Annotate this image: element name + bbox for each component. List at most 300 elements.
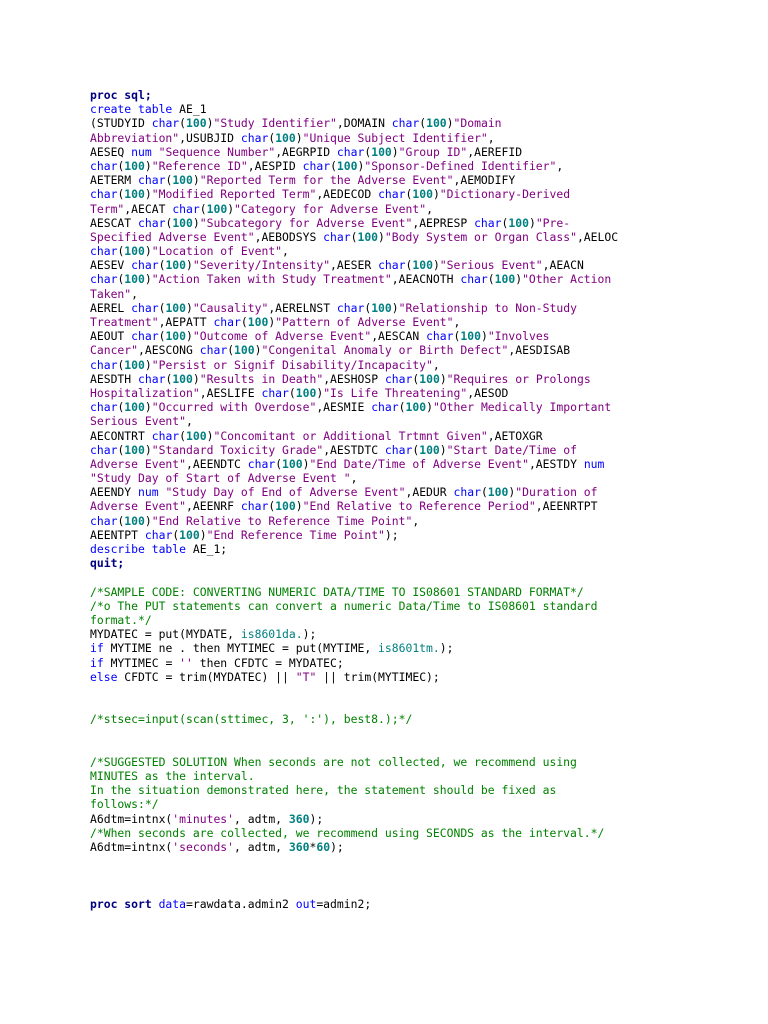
code-line — [90, 556, 740, 570]
code-token: "Body System or Organ Class" — [384, 229, 577, 244]
code-token: "Start Date/Time of — [446, 442, 577, 457]
code-token: ,AEACNOTH — [391, 272, 461, 287]
code-token: , — [282, 244, 289, 259]
code-token: char — [460, 272, 488, 287]
code-token: char — [90, 187, 118, 202]
code-token: char — [90, 244, 118, 259]
code-token: ( — [364, 300, 372, 315]
code-token: ); — [330, 839, 344, 854]
code-token: ) — [357, 158, 365, 173]
blank-line — [90, 698, 740, 712]
code-token: Serious Event" — [90, 414, 187, 429]
code-token: ) — [192, 215, 200, 230]
code-token: follows:*/ — [90, 797, 159, 812]
code-token: AEENTPT — [90, 527, 145, 542]
code-token: , — [412, 513, 420, 528]
code-token: ( — [158, 300, 166, 315]
code-token: ,AESLIFE — [199, 385, 262, 400]
code-token: ) — [446, 116, 454, 131]
code-token: ( — [275, 456, 283, 471]
code-token: char — [90, 442, 118, 457]
code-token: char — [144, 527, 173, 542]
code-token: "Study Identifier" — [213, 116, 337, 131]
code-token: ,AESTDTC — [323, 442, 385, 457]
code-token: ,AEREFID — [467, 144, 523, 159]
code-token: ( — [199, 201, 207, 216]
code-token: /*SUGGESTED SOLUTION When seconds are not collected, we recommend using — [90, 754, 577, 769]
code-token: Adverse Event" — [90, 499, 187, 514]
code-token: MINUTES as the interval. — [90, 769, 255, 783]
code-token: ( — [268, 499, 276, 514]
code-token: /*SAMPLE CODE: CONVERTING NUMERIC DATA/TIME TO IS08601 STANDARD FORMAT*/ — [90, 584, 584, 599]
code-token: else — [90, 669, 118, 684]
code-token: MYDATEC = put(MYDATE, — [90, 627, 241, 642]
code-token: AESCAT — [90, 215, 139, 230]
code-token: ) — [295, 499, 303, 514]
code-line — [90, 187, 740, 201]
code-token: Taken" — [90, 286, 132, 301]
code-token: proc sql; — [90, 88, 152, 102]
code-line — [90, 202, 740, 216]
code-token: 100 — [508, 215, 529, 230]
code-line — [90, 897, 740, 911]
code-token: char — [240, 130, 269, 145]
code-token: char — [90, 158, 118, 173]
code-token: "Relationship to Non-Study — [398, 300, 577, 315]
code-token: ( — [480, 485, 488, 500]
code-token: "Reference ID" — [151, 158, 248, 173]
code-token: 100 — [460, 329, 481, 344]
code-token: ,AEDUR — [405, 485, 454, 500]
code-line — [90, 613, 740, 627]
code-token: char — [151, 428, 180, 443]
code-token: then CFDTC = MYDATEC; — [192, 655, 344, 670]
code-line — [90, 471, 740, 485]
code-token: ) — [378, 229, 385, 244]
code-token: ) — [227, 201, 235, 216]
code-token: quit; — [90, 556, 125, 571]
code-token: "Sequence Number" — [158, 144, 276, 159]
blank-line — [90, 854, 740, 868]
code-line — [90, 301, 740, 315]
sas-code-listing — [90, 88, 740, 911]
code-token: "Modified Reported Term" — [151, 187, 317, 202]
code-token: char — [261, 385, 289, 400]
code-token: , — [556, 158, 564, 173]
code-token: "Involves — [487, 329, 550, 344]
code-token: ) — [206, 428, 214, 443]
code-token: data — [158, 896, 187, 911]
code-line — [90, 343, 740, 357]
code-token: char — [302, 158, 331, 173]
code-token: * — [309, 839, 317, 854]
code-token: 100 — [179, 527, 200, 542]
code-token: ) — [439, 442, 447, 457]
code-token: ( — [117, 442, 125, 457]
code-line — [90, 230, 740, 244]
code-token: ) — [391, 144, 399, 159]
code-token: "End Date/Time of Adverse Event" — [309, 456, 529, 471]
code-line — [90, 131, 740, 145]
code-token: ) — [144, 442, 152, 457]
code-line — [90, 840, 740, 854]
code-token: char — [138, 215, 166, 230]
code-token: ,AEPRESP — [412, 215, 475, 230]
code-token: CFDTC = trim(MYDATEC) || — [117, 669, 296, 684]
code-token: 100 — [124, 357, 145, 372]
code-token: ( — [117, 357, 125, 372]
code-token: ( — [419, 116, 427, 131]
code-token: 100 — [172, 215, 193, 230]
code-token: ) — [144, 400, 152, 415]
code-line — [90, 216, 740, 230]
code-token: 100 — [124, 400, 145, 415]
code-token: "Dictionary-Derived — [439, 187, 571, 202]
code-token: Treatment" — [90, 315, 159, 329]
code-line — [90, 258, 740, 272]
code-token: "End Relative to Reference Time Point" — [151, 513, 413, 528]
code-token: ) — [480, 329, 488, 344]
code-token: format.*/ — [90, 612, 152, 627]
code-token: ) — [426, 400, 433, 415]
code-token: ) — [254, 343, 262, 358]
code-token: "Serious Event" — [439, 258, 543, 273]
code-line — [90, 386, 740, 400]
code-token: if — [90, 641, 104, 656]
code-token: "Subcategory for Adverse Event" — [199, 215, 413, 230]
code-token: num — [131, 144, 152, 159]
code-token: ,AEMODIFY — [453, 173, 516, 188]
code-line — [90, 358, 740, 372]
code-token: char — [151, 116, 180, 131]
code-token: 100 — [247, 315, 269, 329]
blank-line — [90, 883, 740, 897]
code-token: MYTIMEC = — [103, 655, 180, 670]
code-token: char — [90, 357, 118, 372]
code-token: ( — [158, 329, 166, 344]
code-token: ); — [302, 627, 317, 642]
code-line — [90, 244, 740, 258]
code-line — [90, 812, 740, 826]
code-token: ,AESOD — [467, 385, 509, 400]
code-token: char — [336, 144, 365, 159]
code-line — [90, 173, 740, 187]
code-token: describe table — [90, 542, 193, 556]
code-token: "Location of Event" — [151, 244, 283, 259]
code-token: ) — [192, 371, 200, 386]
code-line — [90, 372, 740, 386]
code-token: 100 — [124, 513, 145, 528]
code-token: , — [131, 286, 139, 301]
code-token: "Other Medically Important — [432, 400, 612, 415]
code-line — [90, 528, 740, 542]
code-token: 100 — [124, 272, 145, 287]
code-token: /*When seconds are collected, we recommend using SECONDS as the interval.*/ — [90, 825, 605, 840]
code-token: ,AESDISAB — [508, 343, 571, 358]
code-line — [90, 102, 740, 116]
code-token: ) — [432, 187, 440, 202]
code-token: ) — [144, 187, 152, 202]
code-token: char — [453, 485, 481, 500]
code-token: AESEQ — [90, 144, 132, 159]
code-line — [90, 145, 740, 159]
code-token: ) — [391, 300, 399, 315]
code-token: ( — [350, 229, 358, 244]
code-token: ) — [144, 513, 152, 528]
code-token: 100 — [124, 244, 145, 259]
code-token: ,AEBODSYS — [254, 229, 324, 244]
code-token: char — [384, 371, 413, 386]
code-token: Abbreviation" — [90, 130, 180, 145]
code-token: char — [391, 116, 420, 131]
code-token: 100 — [275, 130, 296, 145]
code-line — [90, 656, 740, 670]
code-token: 100 — [124, 187, 145, 202]
code-token: ); — [439, 641, 454, 656]
code-token: ,AEACN — [542, 258, 584, 273]
blank-line — [90, 570, 740, 584]
code-token: ) — [186, 300, 193, 315]
code-line — [90, 400, 740, 414]
code-line — [90, 712, 740, 726]
code-token: char — [131, 300, 159, 315]
code-token: AECONTRT — [90, 428, 152, 443]
code-token: "Duration of — [515, 485, 598, 500]
code-token: ( — [501, 215, 509, 230]
code-token: "Occurred with Overdose" — [151, 400, 317, 415]
code-token: "Domain — [453, 116, 502, 131]
code-token: char — [426, 329, 454, 344]
code-line — [90, 457, 740, 471]
code-token: "Reported Term for the Adverse Event" — [199, 173, 454, 188]
code-token: ( — [165, 215, 173, 230]
code-line — [90, 429, 740, 443]
code-token: AEENDY — [90, 485, 139, 500]
code-line — [90, 443, 740, 457]
code-token: 360 — [288, 811, 310, 826]
code-token: , adtm, — [234, 839, 289, 854]
code-token: "Pattern of Adverse Event" — [275, 315, 454, 329]
code-line — [90, 88, 740, 102]
code-token: /*stsec=input(scan(sttimec, 3, ':'), best8.);*/ — [90, 712, 413, 727]
blank-line — [90, 684, 740, 698]
code-line — [90, 116, 740, 130]
code-token: char — [378, 258, 406, 273]
code-token: '' — [179, 655, 193, 670]
code-token: ) — [316, 385, 324, 400]
code-token: 100 — [186, 116, 207, 131]
code-token: AE_1; — [192, 542, 228, 556]
code-token: create table — [90, 102, 180, 117]
code-token: "Severity/Intensity" — [192, 258, 331, 273]
code-token — [152, 145, 159, 159]
code-token: "T" — [295, 669, 317, 684]
code-token: 100 — [165, 300, 187, 315]
code-token: AETERM — [90, 173, 139, 188]
code-token: 100 — [494, 272, 516, 287]
code-line — [90, 641, 740, 655]
code-token: char — [131, 258, 159, 273]
code-token: "End Relative to Reference Period" — [302, 499, 536, 514]
code-token: AESDTH — [90, 371, 139, 386]
code-token: ) — [144, 272, 152, 287]
code-token: ( — [412, 442, 420, 457]
code-token: "End Reference Time Point" — [206, 527, 385, 542]
code-token: "Causality" — [192, 300, 269, 315]
code-line — [90, 287, 740, 301]
code-token: is8601tm. — [378, 641, 440, 656]
code-token: In the situation demonstrated here, the statement should be fixed as — [90, 783, 557, 798]
code-token: proc sort — [90, 896, 159, 911]
code-token: ( — [117, 244, 125, 259]
code-token: ) — [192, 173, 200, 188]
blank-line — [90, 726, 740, 740]
code-token: ( — [288, 385, 296, 400]
code-token: ,AETOXGR — [487, 428, 543, 443]
code-line — [90, 627, 740, 641]
code-token: char — [474, 215, 502, 230]
code-token: Specified Adverse Event" — [90, 229, 255, 244]
code-token: "Study Day of End of Adverse Event" — [165, 485, 406, 500]
code-token: ( — [117, 187, 125, 202]
code-token: ,AEENDTC — [186, 456, 248, 471]
code-token: 60 — [316, 839, 331, 854]
code-token: =rawdata.admin2 — [186, 896, 296, 911]
code-token: 100 — [487, 485, 509, 500]
code-line — [90, 159, 740, 173]
code-token: char — [213, 315, 241, 329]
code-token: ) — [199, 527, 207, 542]
code-token: A6dtm=intnx( — [90, 811, 173, 826]
code-token: 100 — [357, 229, 379, 244]
code-token: ( — [240, 315, 248, 329]
code-token: ( — [398, 400, 406, 415]
code-token: MYTIME ne . then MYTIMEC = put(MYTIME, — [103, 641, 379, 656]
code-token: ,AEENRF — [186, 499, 241, 514]
code-token: ( — [117, 272, 125, 287]
code-line — [90, 769, 740, 783]
code-token: 100 — [186, 428, 207, 443]
code-token: ) — [206, 116, 214, 131]
code-token: "Congenital Anomaly or Birth Defect" — [261, 343, 509, 358]
code-token: ( — [165, 371, 173, 386]
code-token: "Action Taken with Study Treatment" — [151, 272, 392, 287]
code-token: ,AEPATT — [158, 315, 214, 329]
code-token: ,DOMAIN — [336, 116, 392, 131]
code-token: , — [453, 315, 461, 329]
code-token: 100 — [124, 158, 145, 173]
code-token: 100 — [371, 144, 392, 159]
code-token: Adverse Event" — [90, 456, 187, 471]
code-token: Term" — [90, 201, 125, 216]
code-token: ) — [295, 130, 303, 145]
code-token: ( — [172, 527, 180, 542]
code-token: ( — [117, 400, 125, 415]
code-token: "Concomitant or Additional Trtmnt Given" — [213, 428, 488, 443]
code-token: char — [90, 272, 118, 287]
code-token: 100 — [412, 187, 433, 202]
code-token: ) — [144, 158, 152, 173]
code-token: char — [199, 343, 228, 358]
code-token: "Study Day of Start of Adverse Event " — [90, 471, 351, 486]
code-token: ) — [144, 357, 152, 372]
code-token: AESEV — [90, 258, 132, 273]
code-token: ); — [309, 811, 324, 826]
code-token: ( — [364, 144, 372, 159]
code-token: 100 — [124, 442, 145, 457]
code-line — [90, 670, 740, 684]
code-token: char — [138, 371, 166, 386]
code-token: 100 — [206, 201, 228, 216]
code-token: , — [186, 414, 193, 429]
code-token: ( — [158, 258, 166, 273]
code-token: ( — [227, 343, 235, 358]
code-line — [90, 585, 740, 599]
code-token: char — [247, 456, 276, 471]
code-token: ) — [508, 485, 516, 500]
code-token: ( — [487, 272, 495, 287]
blank-line — [90, 868, 740, 882]
code-token: "Results in Death" — [199, 371, 324, 386]
code-token: 100 — [426, 116, 447, 131]
code-token: =admin2; — [316, 896, 372, 911]
code-line — [90, 414, 740, 428]
code-token: , — [350, 471, 358, 486]
code-token: ,AEDECOD — [316, 187, 379, 202]
code-token: ,AESCONG — [138, 343, 200, 358]
code-line — [90, 485, 740, 499]
code-token: ,AERELNST — [268, 300, 337, 315]
blank-line — [90, 741, 740, 755]
code-token: ) — [268, 315, 276, 329]
code-token: char — [138, 173, 166, 188]
code-token: AEOUT — [90, 329, 132, 344]
code-token: "Unique Subject Identifier" — [302, 130, 488, 145]
code-token: ( — [117, 158, 125, 173]
code-token: 100 — [172, 173, 193, 188]
code-token: char — [336, 300, 365, 315]
code-line — [90, 826, 740, 840]
code-token: ,AESMIE — [316, 400, 372, 415]
code-token: AE_1 — [179, 102, 207, 117]
code-token: "Standard Toxicity Grade" — [151, 442, 324, 457]
code-line — [90, 499, 740, 513]
code-token: is8601da. — [240, 627, 303, 642]
code-token: "Outcome of Adverse Event" — [192, 329, 372, 344]
code-token: num — [138, 485, 159, 500]
code-token: Hospitalization" — [90, 385, 200, 400]
code-token: ( — [117, 513, 125, 528]
code-token: 'seconds' — [172, 839, 235, 854]
code-token: ) — [515, 272, 523, 287]
code-token: A6dtm=intnx( — [90, 839, 173, 854]
code-token: ,AESER — [330, 258, 379, 273]
code-token: "Sponsor-Defined Identifier" — [364, 158, 557, 173]
code-line — [90, 315, 740, 329]
code-token: if — [90, 655, 104, 670]
code-token: || trim(MYTIMEC); — [316, 669, 440, 684]
code-token: ,AESPID — [247, 158, 303, 173]
code-token: ,AESCAN — [371, 329, 427, 344]
code-token: ( — [179, 428, 187, 443]
code-token: ( — [412, 371, 420, 386]
code-token: num — [583, 456, 605, 471]
code-token: 100 — [336, 158, 358, 173]
code-token: "Persist or Signif Disability/Incapacity" — [151, 357, 433, 372]
code-token: ) — [528, 215, 536, 230]
code-token: ,USUBJID — [179, 130, 241, 145]
code-token: ,AEGRPID — [275, 144, 337, 159]
